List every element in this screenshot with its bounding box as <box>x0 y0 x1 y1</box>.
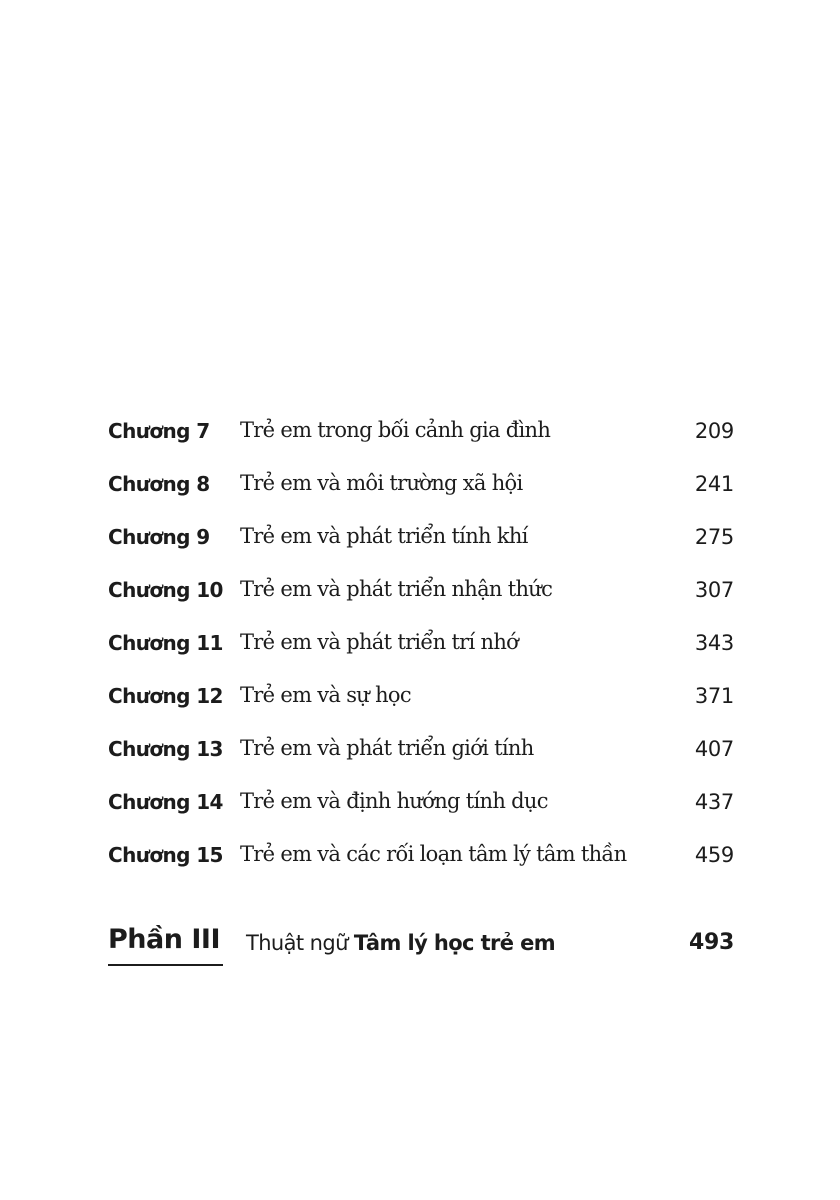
toc-row-part-3 <box>108 922 736 972</box>
chapter-title: Trẻ em và phát triển nhận thức <box>240 577 553 601</box>
chapter-page-number: 437 <box>694 790 734 814</box>
chapter-label: Chương 12 <box>108 684 223 708</box>
chapter-page-number: 241 <box>694 472 734 496</box>
chapter-page-number: 459 <box>694 843 734 867</box>
toc-row-chapter-7 <box>108 413 736 466</box>
chapter-title: Trẻ em và phát triển tính khí <box>240 524 528 548</box>
chapter-title: Trẻ em và môi trường xã hội <box>240 471 523 495</box>
toc-row-chapter-10 <box>108 572 736 625</box>
chapter-title: Trẻ em và các rối loạn tâm lý tâm thần <box>240 842 627 866</box>
table-of-contents <box>108 413 736 890</box>
chapter-title: Trẻ em và định hướng tính dục <box>240 789 548 813</box>
chapter-label: Chương 14 <box>108 790 223 814</box>
chapter-label: Chương 10 <box>108 578 223 602</box>
toc-row-chapter-9 <box>108 519 736 572</box>
chapter-title: Trẻ em trong bối cảnh gia đình <box>240 418 551 442</box>
part-title-emphasis: Tâm lý học trẻ em <box>353 931 556 955</box>
chapter-page-number: 307 <box>694 578 734 602</box>
chapter-page-number: 407 <box>694 737 734 761</box>
toc-row-chapter-15 <box>108 837 736 890</box>
toc-row-chapter-12 <box>108 678 736 731</box>
chapter-page-number: 343 <box>694 631 734 655</box>
chapter-page-number: 275 <box>694 525 734 549</box>
part-page-number: 493 <box>688 930 734 955</box>
part-title <box>246 931 555 955</box>
part-title-prefix: Thuật ngữ <box>246 931 354 955</box>
toc-row-chapter-13 <box>108 731 736 784</box>
chapter-label: Chương 13 <box>108 737 223 761</box>
part-label-underline <box>108 964 223 966</box>
chapter-page-number: 209 <box>694 419 734 443</box>
chapter-label: Chương 9 <box>108 525 210 549</box>
chapter-title: Trẻ em và phát triển trí nhớ <box>240 630 519 654</box>
part-label: Phần III <box>108 924 220 955</box>
chapter-label: Chương 15 <box>108 843 223 867</box>
chapter-label: Chương 11 <box>108 631 223 655</box>
toc-row-chapter-11 <box>108 625 736 678</box>
toc-row-chapter-8 <box>108 466 736 519</box>
chapter-label: Chương 8 <box>108 472 210 496</box>
chapter-title: Trẻ em và phát triển giới tính <box>240 736 534 760</box>
chapter-title: Trẻ em và sự học <box>240 683 411 707</box>
toc-row-chapter-14 <box>108 784 736 837</box>
chapter-label: Chương 7 <box>108 419 210 443</box>
chapter-page-number: 371 <box>694 684 734 708</box>
